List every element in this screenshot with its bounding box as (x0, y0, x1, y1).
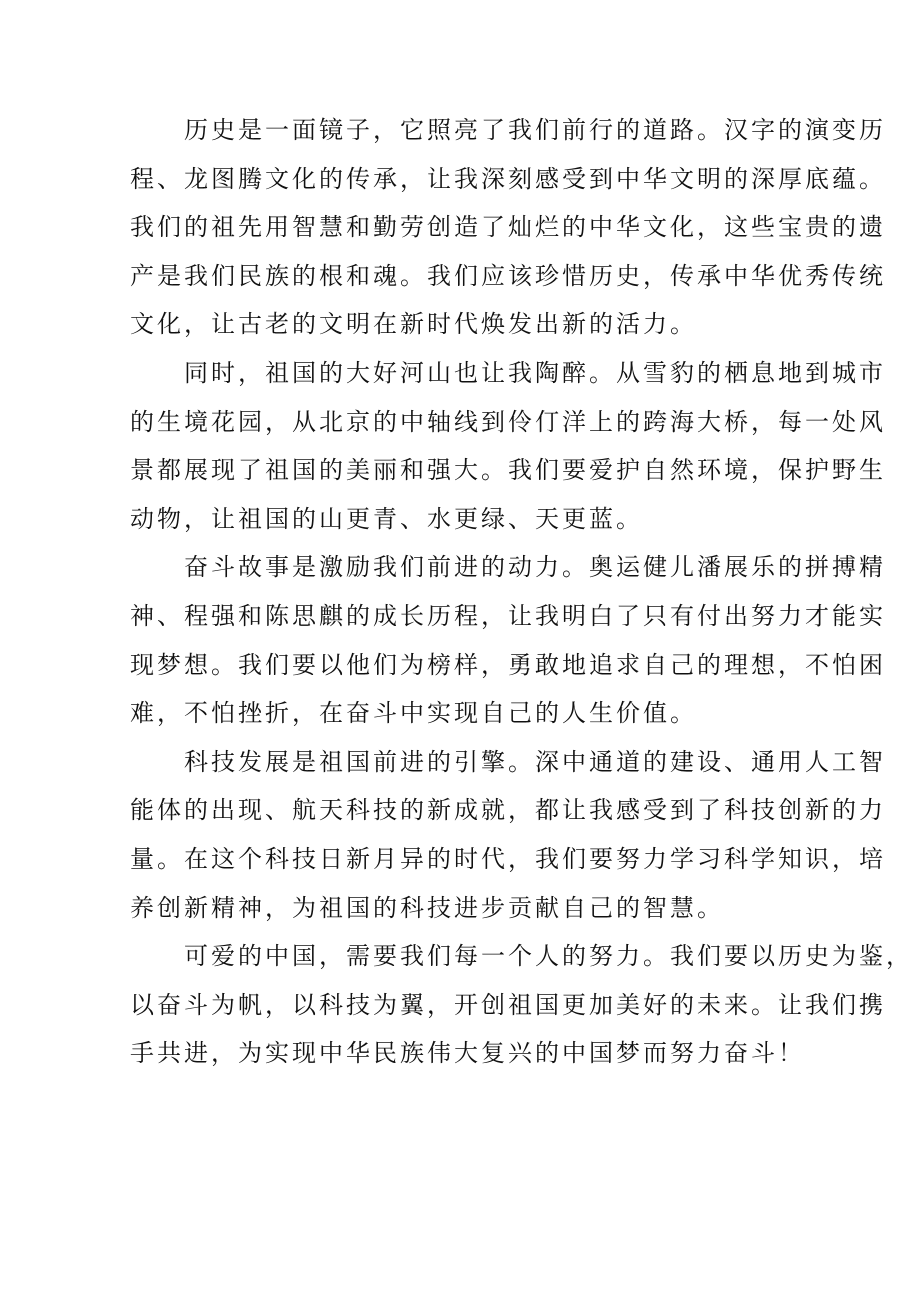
paragraph-striving (130, 543, 886, 737)
text-line: 程、龙图腾文化的传承，让我深刻感受到中华文明的深厚底蕴。 (130, 164, 886, 193)
text-line: 景都展现了祖国的美丽和强大。我们要爱护自然环境，保护野生 (130, 456, 886, 485)
text-line: 手共进，为实现中华民族伟大复兴的中国梦而努力奋斗！ (130, 1039, 805, 1068)
text-line: 历史是一面镜子，它照亮了我们前行的道路。汉字的演变历 (184, 116, 886, 144)
paragraph-landscape (130, 349, 886, 543)
text-line: 难，不怕挫折，在奋斗中实现自己的人生价值。 (130, 699, 697, 728)
paragraph-history (130, 106, 886, 349)
text-line: 养创新精神，为祖国的科技进步贡献自己的智慧。 (130, 893, 724, 922)
text-line: 动物，让祖国的山更青、水更绿、天更蓝。 (130, 504, 643, 533)
text-line: 以奋斗为帆，以科技为翼，开创祖国更加美好的未来。让我们携 (130, 990, 886, 1019)
text-line: 我们的祖先用智慧和勤劳创造了灿烂的中华文化，这些宝贵的遗 (130, 213, 886, 242)
text-line: 同时，祖国的大好河山也让我陶醉。从雪豹的栖息地到城市 (184, 358, 886, 387)
text-line: 的生境花园，从北京的中轴线到伶仃洋上的跨海大桥，每一处风 (130, 407, 886, 436)
text-line: 可爱的中国，需要我们每一个人的努力。我们要以历史为鉴， (184, 942, 913, 971)
document-body (130, 106, 913, 1078)
text-line: 文化，让古老的文明在新时代焕发出新的活力。 (130, 310, 697, 339)
paragraph-conclusion (130, 932, 913, 1078)
paragraph-technology (130, 738, 886, 932)
text-line: 能体的出现、航天科技的新成就，都让我感受到了科技创新的力 (130, 796, 886, 825)
text-line: 量。在这个科技日新月异的时代，我们要努力学习科学知识，培 (130, 844, 886, 873)
text-line: 科技发展是祖国前进的引擎。深中通道的建设、通用人工智 (184, 747, 886, 776)
text-line: 产是我们民族的根和魂。我们应该珍惜历史，传承中华优秀传统 (130, 261, 886, 290)
text-line: 现梦想。我们要以他们为榜样，勇敢地追求自己的理想，不怕困 (130, 650, 886, 679)
text-line: 奋斗故事是激励我们前进的动力。奥运健儿潘展乐的拼搏精 (184, 553, 886, 582)
text-line: 神、程强和陈思麒的成长历程，让我明白了只有付出努力才能实 (130, 601, 886, 630)
